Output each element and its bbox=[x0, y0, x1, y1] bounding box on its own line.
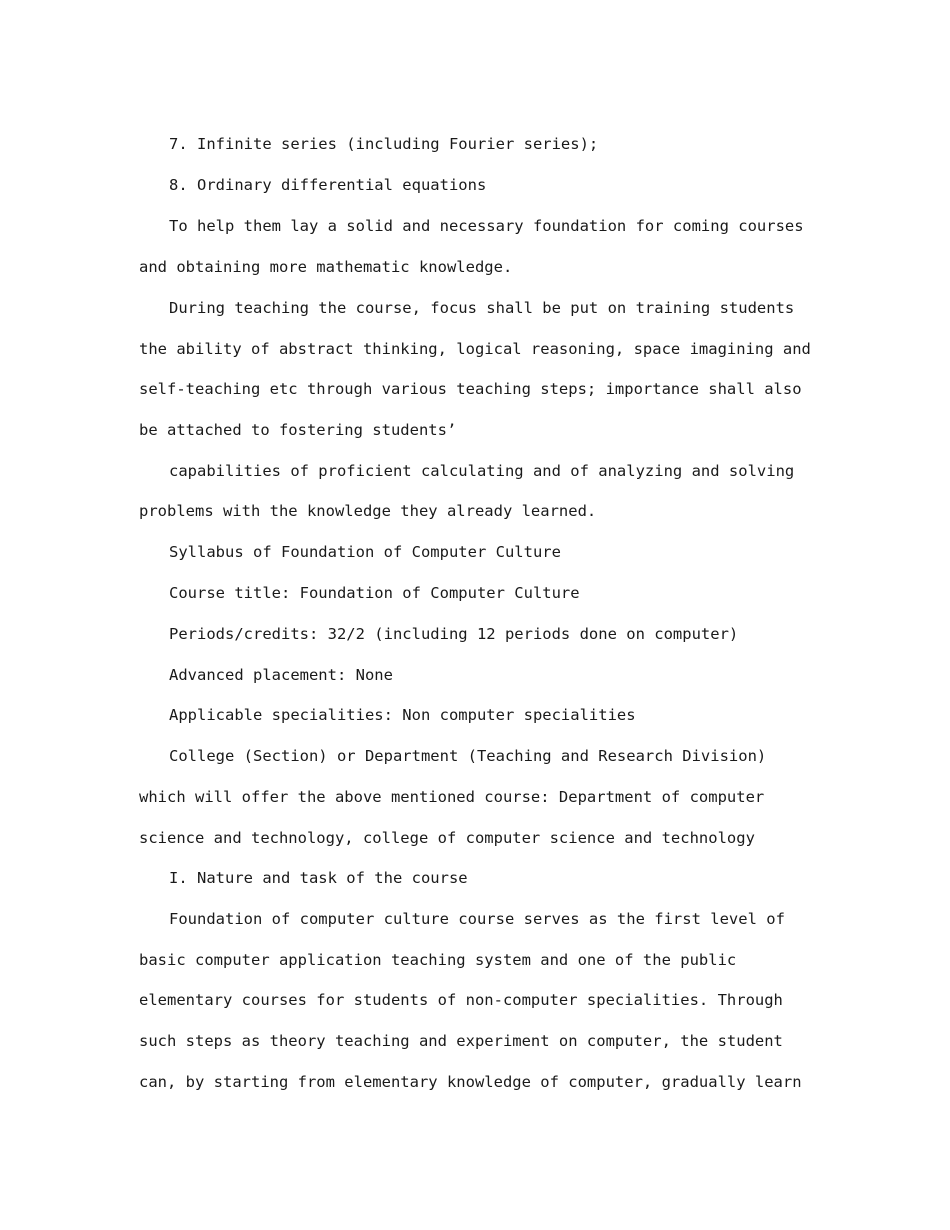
paragraph-line: and obtaining more mathematic knowledge. bbox=[139, 258, 513, 276]
applicable-specialities-field: Applicable specialities: Non computer specialities bbox=[169, 706, 636, 724]
advanced-placement-field: Advanced placement: None bbox=[169, 666, 393, 684]
paragraph-line: self-teaching etc through various teaching steps; importance shall also bbox=[139, 380, 802, 398]
paragraph-line: can, by starting from elementary knowledge of computer, gradually learn bbox=[139, 1073, 802, 1091]
syllabus-title: Syllabus of Foundation of Computer Culture bbox=[169, 543, 561, 561]
paragraph-line: such steps as theory teaching and experiment on computer, the student bbox=[139, 1032, 783, 1050]
paragraph-line: basic computer application teaching system and one of the public bbox=[139, 951, 737, 969]
periods-credits-field: Periods/credits: 32/2 (including 12 periods done on computer) bbox=[169, 625, 739, 643]
paragraph-line: capabilities of proficient calculating and of analyzing and solving bbox=[169, 462, 795, 480]
paragraph-line: the ability of abstract thinking, logical reasoning, space imagining and bbox=[139, 340, 811, 358]
paragraph-line: Foundation of computer culture course serves as the first level of bbox=[169, 910, 785, 928]
department-field: science and technology, college of computer science and technology bbox=[139, 829, 755, 847]
list-item-infinite-series: 7. Infinite series (including Fourier series); bbox=[169, 135, 599, 153]
section-heading: I. Nature and task of the course bbox=[169, 869, 468, 887]
department-field: which will offer the above mentioned course: Department of computer bbox=[139, 788, 765, 806]
paragraph-line: problems with the knowledge they already learned. bbox=[139, 502, 597, 520]
paragraph-line: During teaching the course, focus shall be put on training students bbox=[169, 299, 795, 317]
department-field: College (Section) or Department (Teaching and Research Division) bbox=[169, 747, 767, 765]
paragraph-line: elementary courses for students of non-computer specialities. Through bbox=[139, 991, 783, 1009]
paragraph-line: be attached to fostering students’ bbox=[139, 421, 457, 439]
paragraph-line: To help them lay a solid and necessary foundation for coming courses bbox=[169, 217, 804, 235]
course-title-field: Course title: Foundation of Computer Culture bbox=[169, 584, 580, 602]
list-item-differential-equations: 8. Ordinary differential equations bbox=[169, 176, 487, 194]
